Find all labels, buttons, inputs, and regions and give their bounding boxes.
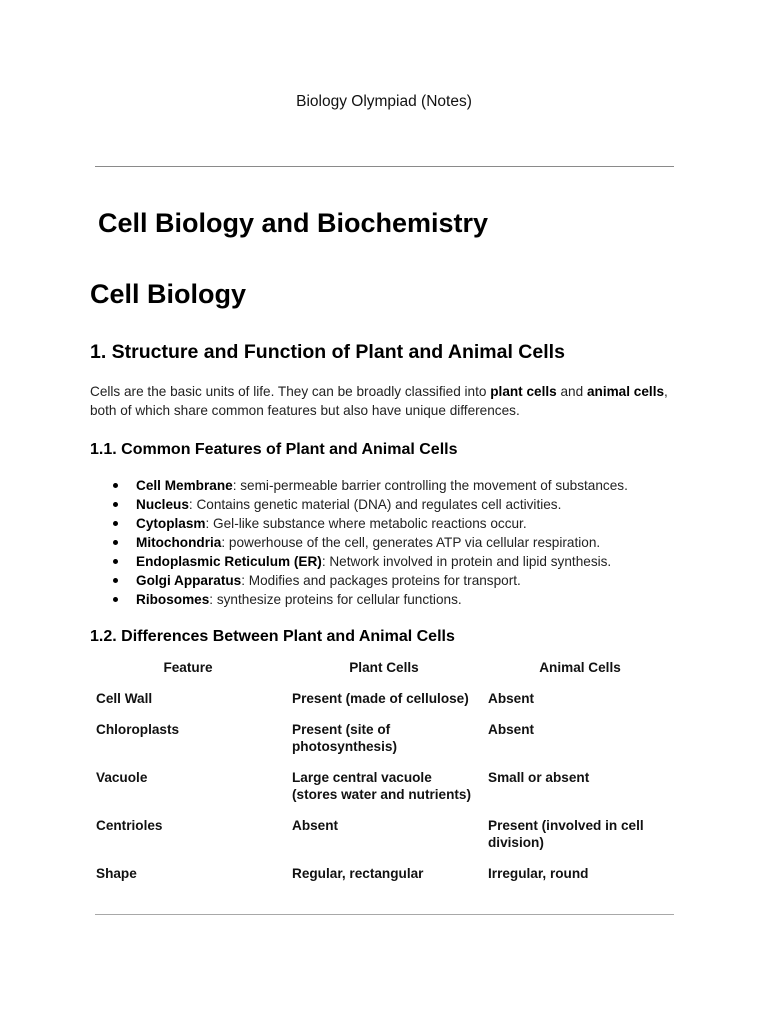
list-item-desc: : Network involved in protein and lipid synthesis.	[321, 554, 612, 569]
list-item-term: Cell Membrane	[136, 478, 233, 493]
list-item-term: Nucleus	[136, 497, 189, 512]
table-cell: Centrioles	[96, 818, 163, 833]
list-item	[112, 571, 628, 590]
common-features-list	[112, 476, 628, 609]
column-header-animal-cells: Animal Cells	[539, 660, 621, 675]
document-title: Cell Biology and Biochemistry	[98, 208, 489, 238]
table-cell: Chloroplasts	[96, 722, 180, 737]
list-item-term: Cytoplasm	[136, 516, 206, 531]
table-header-row	[90, 653, 678, 682]
common-features-heading: 1.1. Common Features of Plant and Animal Cells	[90, 441, 458, 458]
list-item-term: Golgi Apparatus	[136, 573, 242, 588]
list-item-desc: : Modifies and packages proteins for transport.	[241, 573, 521, 588]
list-item	[112, 514, 628, 533]
intro-paragraph	[90, 382, 690, 420]
header-divider	[95, 166, 674, 167]
table-cell: Absent	[488, 722, 535, 737]
table-cell: Large central vacuole (stores water and nutrients)	[292, 770, 472, 802]
footer-divider	[95, 914, 674, 915]
list-item-desc: : synthesize proteins for cellular functions.	[209, 592, 462, 607]
list-item	[112, 552, 628, 571]
table-cell: Shape	[96, 866, 137, 881]
list-item-desc: : semi-permeable barrier controlling the movement of substances.	[232, 478, 628, 493]
list-item	[112, 476, 628, 495]
table-cell: Present (made of cellulose)	[292, 691, 469, 706]
table-row	[90, 761, 678, 809]
intro-term-animal-cells: animal cells	[586, 384, 665, 399]
table-cell: Present (involved in cell division)	[488, 818, 644, 850]
table-row	[90, 713, 678, 761]
table-cell: Absent	[488, 691, 535, 706]
intro-text-3: , both of which share common features but also have unique differences.	[90, 384, 668, 418]
list-item-desc: : Contains genetic material (DNA) and regulates cell activities.	[188, 497, 562, 512]
table-cell: Vacuole	[96, 770, 148, 785]
list-item-desc: : Gel-like substance where metabolic reactions occur.	[205, 516, 527, 531]
column-header-feature: Feature	[163, 660, 213, 675]
table-row	[90, 857, 678, 888]
table-row	[90, 809, 678, 857]
differences-table	[90, 653, 678, 888]
list-item	[112, 533, 628, 552]
column-header-plant-cells: Plant Cells	[349, 660, 419, 675]
table-cell: Irregular, round	[488, 866, 589, 881]
running-header: Biology Olympiad (Notes)	[296, 93, 472, 110]
differences-heading: 1.2. Differences Between Plant and Animal Cells	[90, 628, 455, 645]
list-item-desc: : powerhouse of the cell, generates ATP via cellular respiration.	[221, 535, 601, 550]
table-row	[90, 682, 678, 713]
intro-text-1: Cells are the basic units of life. They can be broadly classified into	[90, 384, 491, 399]
subsection-title: 1. Structure and Function of Plant and Animal Cells	[90, 341, 565, 363]
list-item	[112, 495, 628, 514]
list-item-term: Ribosomes	[136, 592, 210, 607]
intro-term-plant-cells: plant cells	[490, 384, 557, 399]
list-item-term: Mitochondria	[136, 535, 222, 550]
table-cell: Absent	[292, 818, 339, 833]
list-item	[112, 590, 628, 609]
table-cell: Regular, rectangular	[292, 866, 424, 881]
table-cell: Small or absent	[488, 770, 590, 785]
intro-text-2: and	[556, 384, 587, 399]
table-cell: Present (site of photosynthesis)	[292, 722, 397, 754]
table-cell: Cell Wall	[96, 691, 153, 706]
list-item-term: Endoplasmic Reticulum (ER)	[136, 554, 322, 569]
section-title: Cell Biology	[90, 279, 247, 309]
